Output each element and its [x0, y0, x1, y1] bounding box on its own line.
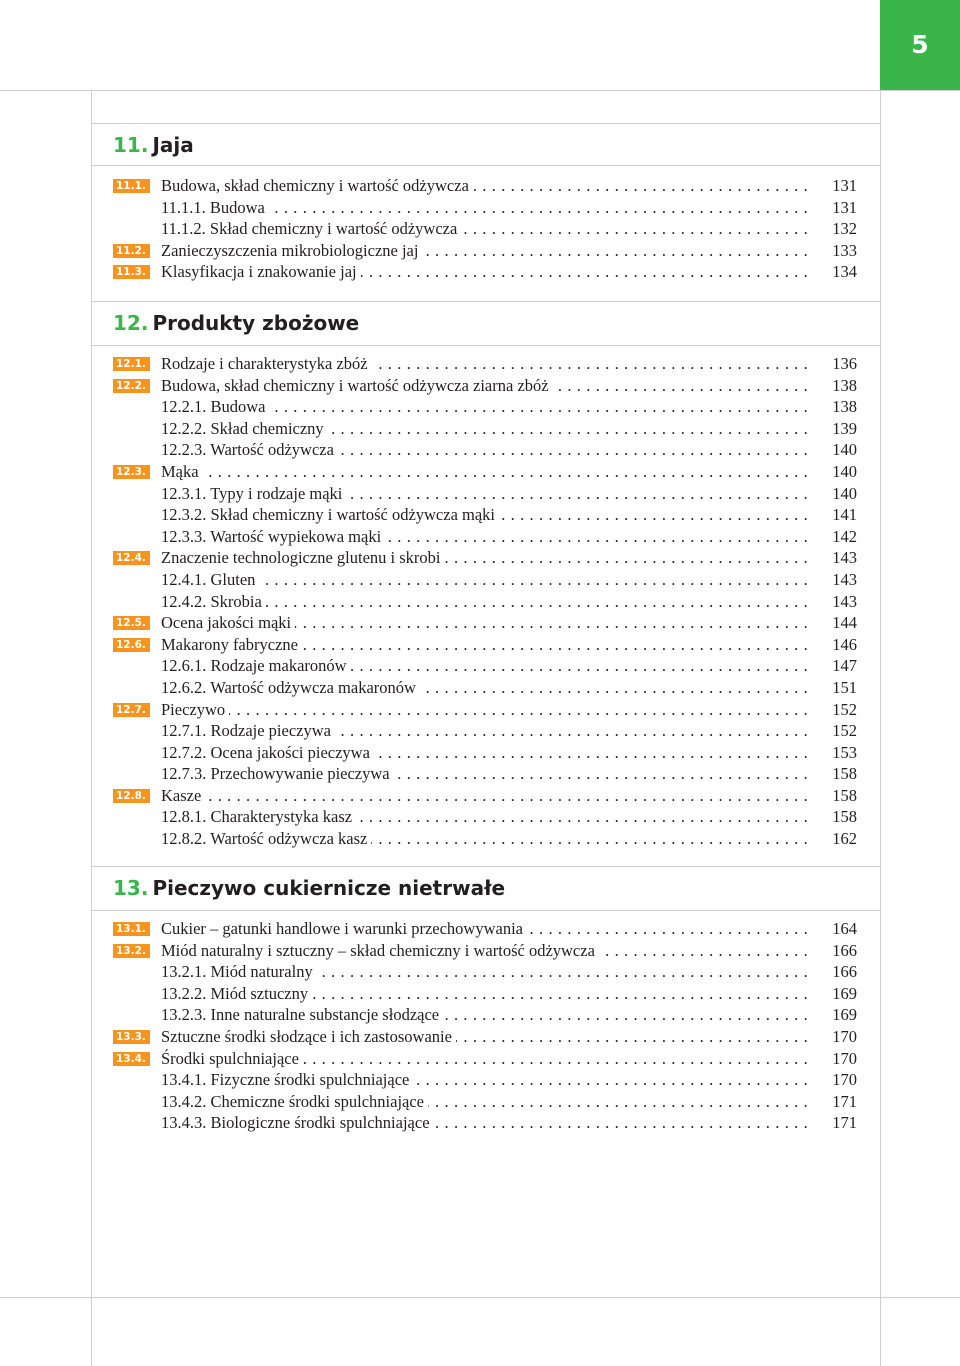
toc-entry-title: 13.4.2. Chemiczne środki spulchniające: [161, 1092, 428, 1111]
toc-entry-title: 12.8.1. Charakterystyka kasz: [161, 807, 356, 826]
toc-entry-page: 171: [832, 1091, 857, 1111]
section-badge: 12.4.: [113, 551, 150, 565]
section-badge: 13.1.: [113, 922, 150, 936]
toc-entry[interactable]: [113, 806, 863, 828]
toc-entry-page: 147: [832, 656, 857, 676]
toc-entry-label: [161, 1048, 811, 1070]
toc-entry[interactable]: [113, 240, 863, 262]
bottom-rule: [0, 1297, 960, 1298]
toc-entry-label: [161, 655, 811, 677]
toc-entry[interactable]: [113, 483, 863, 505]
toc-entry-title: 13.2.3. Inne naturalne substancje słodzące: [161, 1005, 443, 1024]
toc-entry-page: 131: [832, 197, 857, 217]
chapter-number: 11.: [113, 133, 149, 157]
toc-entry[interactable]: [113, 261, 863, 283]
toc-entry[interactable]: [113, 526, 863, 548]
toc-entry[interactable]: [113, 961, 863, 983]
toc-entry-page: 143: [832, 569, 857, 589]
toc-entry-label: [161, 483, 811, 505]
toc-entry-title: 12.2.2. Skład chemiczny: [161, 419, 328, 438]
toc-entry[interactable]: [113, 612, 863, 634]
toc-entry-page: 171: [832, 1113, 857, 1133]
toc-entry-page: 152: [832, 699, 857, 719]
toc-entry-title: 13.4.1. Fizyczne środki spulchniające: [161, 1070, 413, 1089]
section-badge: 12.6.: [113, 638, 150, 652]
toc-entry-title: 12.3.1. Typy i rodzaje mąki: [161, 484, 346, 503]
toc-entry-label: [161, 547, 811, 569]
toc-entry-label: [161, 806, 811, 828]
toc-entry-title: Mąka: [161, 462, 203, 481]
toc-entry[interactable]: [113, 353, 863, 375]
toc-entry[interactable]: [113, 547, 863, 569]
chapter-heading-12: [113, 308, 359, 338]
section-badge: 13.3.: [113, 1030, 150, 1044]
toc-entry-label: [161, 197, 811, 219]
toc-entry[interactable]: [113, 569, 863, 591]
section-badge: 12.2.: [113, 379, 150, 393]
section-badge: 13.4.: [113, 1052, 150, 1066]
toc-entry[interactable]: [113, 720, 863, 742]
toc-entry-title: Klasyfikacja i znakowanie jaj: [161, 262, 361, 281]
toc-entry-page: 143: [832, 591, 857, 611]
toc-entry-page: 138: [832, 397, 857, 417]
toc-entry-title: 13.2.1. Miód naturalny: [161, 962, 317, 981]
toc-entry-label: [161, 1112, 811, 1134]
toc-entry[interactable]: [113, 655, 863, 677]
section-badge: 11.3.: [113, 265, 150, 279]
toc-entry[interactable]: [113, 1069, 863, 1091]
toc-entry-page: 169: [832, 983, 857, 1003]
toc-entry-page: 142: [832, 526, 857, 546]
toc-entry-title: 11.1.1. Budowa: [161, 198, 269, 217]
toc-entry-label: [161, 375, 811, 397]
section-badge: 11.2.: [113, 244, 150, 258]
chapter-title: Jaja: [152, 133, 194, 157]
toc-entry[interactable]: [113, 940, 863, 962]
toc-entry-title: 12.4.1. Gluten: [161, 570, 259, 589]
toc-entry-label: [161, 612, 811, 634]
toc-entry-label: [161, 526, 811, 548]
toc-entry[interactable]: [113, 828, 863, 850]
section-badge: 12.8.: [113, 789, 150, 803]
toc-entry-page: 134: [832, 262, 857, 282]
toc-entry[interactable]: [113, 461, 863, 483]
toc-entry-label: [161, 918, 811, 940]
toc-entry-title: 11.1.2. Skład chemiczny i wartość odżywcza: [161, 219, 461, 238]
toc-entry-label: [161, 353, 811, 375]
toc-entry-title: Makarony fabryczne: [161, 635, 302, 654]
toc-entry-label: [161, 828, 811, 850]
toc-entry[interactable]: [113, 197, 863, 219]
toc-entry-label: [161, 175, 811, 197]
toc-entry-title: 12.7.1. Rodzaje pieczywa: [161, 721, 335, 740]
toc-entry-page: 132: [832, 219, 857, 239]
toc-entry[interactable]: [113, 983, 863, 1005]
toc-entry[interactable]: [113, 1004, 863, 1026]
toc-entry-title: Pieczywo: [161, 700, 229, 719]
toc-entry-title: Kasze: [161, 786, 205, 805]
toc-entry-title: 12.7.2. Ocena jakości pieczywa: [161, 743, 374, 762]
toc-entry-page: 164: [832, 919, 857, 938]
toc-entry-title: Znaczenie technologiczne glutenu i skrobi: [161, 548, 444, 567]
left-margin-rule: [91, 90, 92, 1366]
toc-entry-label: [161, 940, 811, 962]
toc-entry-page: 146: [832, 634, 857, 654]
section-badge: 13.2.: [113, 944, 150, 958]
toc-entry-label: [161, 504, 811, 526]
toc-list-chapter-13: [113, 918, 863, 1134]
page-number: 5: [911, 30, 929, 59]
toc-entry-label: [161, 261, 811, 283]
chapter-11-rule-bottom: [91, 165, 880, 166]
chapter-number: 13.: [113, 876, 149, 900]
toc-entry-label: [161, 1069, 811, 1091]
toc-entry-page: 131: [832, 176, 857, 195]
toc-entry-label: [161, 461, 811, 483]
toc-entry-label: [161, 396, 811, 418]
toc-entry-title: 12.8.2. Wartość odżywcza kasz: [161, 829, 371, 848]
toc-entry[interactable]: [113, 396, 863, 418]
section-badge: 12.1.: [113, 357, 150, 371]
toc-entry-page: 152: [832, 721, 857, 741]
toc-entry-page: 136: [832, 354, 857, 373]
toc-entry-title: Rodzaje i charakterystyka zbóż: [161, 354, 372, 373]
toc-entry-page: 162: [832, 829, 857, 849]
chapter-heading-11: [113, 130, 194, 160]
toc-entry-page: 141: [832, 505, 857, 525]
toc-list-chapter-12: [113, 353, 863, 850]
right-margin-rule: [880, 90, 881, 1366]
toc-entry-page: 158: [832, 807, 857, 827]
toc-entry-label: [161, 785, 811, 807]
toc-entry-label: [161, 720, 811, 742]
chapter-12-rule-bottom: [91, 345, 880, 346]
toc-entry-title: Ocena jakości mąki: [161, 613, 295, 632]
toc-entry-title: Budowa, skład chemiczny i wartość odżywcza ziarna zbóż: [161, 376, 553, 395]
toc-entry-title: 12.3.3. Wartość wypiekowa mąki: [161, 527, 385, 546]
toc-entry-label: [161, 742, 811, 764]
toc-entry-page: 138: [832, 375, 857, 395]
toc-entry[interactable]: [113, 375, 863, 397]
toc-entry-label: [161, 634, 811, 656]
toc-entry-page: 170: [832, 1048, 857, 1068]
toc-entry-page: 158: [832, 764, 857, 784]
toc-entry[interactable]: [113, 504, 863, 526]
chapter-title: Pieczywo cukiernicze nietrwałe: [152, 876, 506, 900]
toc-entry-page: 170: [832, 1026, 857, 1046]
toc-entry-title: 12.6.2. Wartość odżywcza makaronów: [161, 678, 420, 697]
toc-entry[interactable]: [113, 634, 863, 656]
toc-entry[interactable]: [113, 1091, 863, 1113]
toc-entry-title: Miód naturalny i sztuczny – skład chemiczny i wartość odżywcza: [161, 941, 599, 960]
toc-entry-label: [161, 591, 811, 613]
toc-entry-page: 139: [832, 418, 857, 438]
toc-entry[interactable]: [113, 591, 863, 613]
toc-entry-label: [161, 1026, 811, 1048]
toc-entry-title: Budowa, skład chemiczny i wartość odżywcza: [161, 176, 473, 195]
toc-entry[interactable]: [113, 1112, 863, 1134]
toc-entry-title: 13.2.2. Miód sztuczny: [161, 984, 312, 1003]
toc-entry[interactable]: [113, 218, 863, 240]
chapter-11-rule-top: [91, 123, 880, 124]
toc-entry-title: 12.2.1. Budowa: [161, 397, 270, 416]
section-badge: 11.1.: [113, 179, 150, 193]
toc-entry[interactable]: [113, 918, 863, 940]
toc-entry-label: [161, 569, 811, 591]
toc-entry-page: 133: [832, 240, 857, 260]
chapter-12-rule-top: [91, 301, 880, 302]
toc-entry-title: 12.4.2. Skrobia: [161, 592, 266, 611]
toc-entry[interactable]: [113, 763, 863, 785]
toc-entry-page: 153: [832, 742, 857, 762]
toc-entry-page: 170: [832, 1070, 857, 1090]
toc-entry-label: [161, 1004, 811, 1026]
toc-entry[interactable]: [113, 1048, 863, 1070]
toc-entry-label: [161, 218, 811, 240]
section-badge: 12.5.: [113, 616, 150, 630]
toc-entry-page: 158: [832, 785, 857, 805]
toc-entry-page: 166: [832, 962, 857, 982]
toc-entry[interactable]: [113, 175, 863, 197]
chapter-number: 12.: [113, 311, 149, 335]
toc-entry-page: 140: [832, 483, 857, 503]
toc-entry-title: Cukier – gatunki handlowe i warunki przechowywania: [161, 919, 527, 938]
toc-entry-title: 13.4.3. Biologiczne środki spulchniające: [161, 1113, 434, 1132]
toc-entry[interactable]: [113, 1026, 863, 1048]
toc-entry-page: 140: [832, 461, 857, 481]
toc-entry-page: 143: [832, 548, 857, 568]
toc-entry[interactable]: [113, 699, 863, 721]
toc-entry-label: [161, 763, 811, 785]
toc-entry-page: 140: [832, 440, 857, 460]
toc-entry-title: 12.6.1. Rodzaje makaronów: [161, 656, 351, 675]
toc-entry-label: [161, 439, 811, 461]
top-rule: [0, 90, 960, 91]
toc-entry[interactable]: [113, 418, 863, 440]
toc-entry-page: 144: [832, 613, 857, 633]
toc-list-chapter-11: [113, 175, 863, 283]
toc-entry-page: 151: [832, 677, 857, 697]
toc-entry-label: [161, 961, 811, 983]
toc-entry[interactable]: [113, 785, 863, 807]
toc-entry-title: Sztuczne środki słodzące i ich zastosowanie: [161, 1027, 456, 1046]
toc-entry-label: [161, 699, 811, 721]
chapter-13-rule-top: [91, 866, 880, 867]
toc-entry-label: [161, 1091, 811, 1113]
section-badge: 12.7.: [113, 703, 150, 717]
toc-entry-label: [161, 677, 811, 699]
toc-entry-title: 12.2.3. Wartość odżywcza: [161, 440, 338, 459]
page-number-tab: [880, 0, 960, 90]
toc-entry-label: [161, 983, 811, 1005]
toc-entry-page: 166: [832, 940, 857, 960]
toc-entry[interactable]: [113, 742, 863, 764]
chapter-title: Produkty zbożowe: [152, 311, 360, 335]
chapter-heading-13: [113, 873, 505, 903]
toc-entry[interactable]: [113, 439, 863, 461]
toc-entry-label: [161, 418, 811, 440]
toc-entry-label: [161, 240, 811, 262]
section-badge: 12.3.: [113, 465, 150, 479]
toc-entry-page: 169: [832, 1005, 857, 1025]
toc-entry-title: Środki spulchniające: [161, 1049, 303, 1068]
toc-entry-title: 12.7.3. Przechowywanie pieczywa: [161, 764, 394, 783]
toc-entry-title: 12.3.2. Skład chemiczny i wartość odżywcza mąki: [161, 505, 499, 524]
toc-entry[interactable]: [113, 677, 863, 699]
toc-entry-title: Zanieczyszczenia mikrobiologiczne jaj: [161, 241, 422, 260]
chapter-13-rule-bottom: [91, 910, 880, 911]
